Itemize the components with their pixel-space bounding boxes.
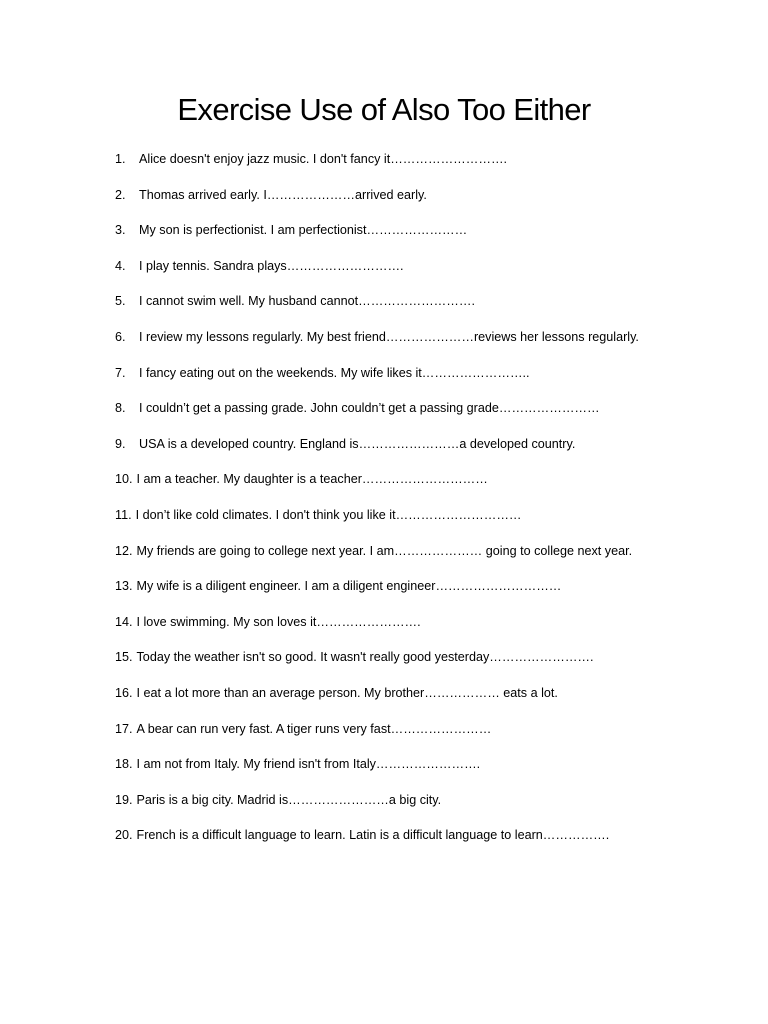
question-item [115, 327, 755, 363]
question-number: 9. [115, 436, 126, 451]
question-text: I am not from Italy. My friend isn't from Italy……………………. [136, 757, 481, 772]
question-text: Alice doesn't enjoy jazz music. I don't fancy it………………………. [139, 152, 508, 166]
question-item [115, 683, 755, 719]
question-item [115, 790, 755, 826]
question-number: 3. [115, 223, 126, 238]
question-number: 10. [115, 472, 133, 487]
question-text: I play tennis. Sandra plays………………………. [139, 258, 404, 273]
question-item [115, 647, 755, 683]
question-number: 8. [115, 401, 126, 416]
question-text: I couldn’t get a passing grade. John couldn’t get a passing grade…………………… [139, 401, 600, 416]
question-text: I am a teacher. My daughter is a teacher………………………… [136, 472, 488, 487]
question-item [115, 291, 755, 327]
question-number: 15. [115, 650, 133, 665]
question-text: Thomas arrived early. I…………………arrived early. [139, 187, 427, 202]
question-item [115, 220, 755, 256]
question-item [115, 256, 755, 292]
question-item [115, 363, 755, 399]
question-text: USA is a developed country. England is……………………a developed country. [139, 436, 576, 451]
question-text: Today the weather isn't so good. It wasn't really good yesterday……………………. [136, 650, 594, 665]
question-number: 17. [115, 721, 133, 736]
question-text: I love swimming. My son loves it……………………. [136, 614, 421, 629]
question-text: My son is perfectionist. I am perfectionist…………………… [139, 223, 468, 238]
page-title: Exercise Use of Also Too Either [177, 92, 591, 127]
question-item [115, 398, 755, 434]
question-item [115, 576, 755, 612]
question-text: A bear can run very fast. A tiger runs very fast…………………… [136, 721, 492, 736]
question-item [115, 825, 755, 861]
question-text: My friends are going to college next year. I am………………… going to college next year. [136, 543, 633, 558]
question-number: 1. [115, 152, 126, 166]
question-text: French is a difficult language to learn. Latin is a difficult language to learn……………. [136, 828, 610, 843]
question-item [115, 149, 755, 185]
question-number: 4. [115, 258, 126, 273]
question-number: 18. [115, 757, 133, 772]
question-item [115, 505, 755, 541]
question-text: Paris is a big city. Madrid is……………………a big city. [136, 792, 442, 807]
question-text: I don’t like cold climates. I don't think you like it………………………… [135, 507, 522, 522]
question-number: 20. [115, 828, 133, 843]
question-item [115, 469, 755, 505]
question-text: I review my lessons regularly. My best friend…………………reviews her lessons regularly. [139, 329, 639, 344]
question-text: I fancy eating out on the weekends. My wife likes it…………………….. [139, 365, 530, 380]
question-list [115, 149, 755, 861]
question-number: 11. [115, 507, 132, 522]
question-text: My wife is a diligent engineer. I am a diligent engineer………………………… [136, 579, 562, 594]
question-item [115, 185, 755, 221]
question-item [115, 434, 755, 470]
question-number: 13. [115, 579, 133, 594]
question-number: 7. [115, 365, 126, 380]
question-number: 16. [115, 685, 133, 700]
question-number: 14. [115, 614, 133, 629]
question-number: 5. [115, 294, 126, 309]
question-item [115, 612, 755, 648]
question-number: 2. [115, 187, 126, 202]
question-text: I eat a lot more than an average person. My brother……………… eats a lot. [136, 685, 558, 700]
question-number: 19. [115, 792, 133, 807]
question-item [115, 754, 755, 790]
question-text: I cannot swim well. My husband cannot………………………. [139, 294, 475, 309]
question-item [115, 719, 755, 755]
question-number: 12. [115, 543, 133, 558]
question-item [115, 541, 755, 577]
question-number: 6. [115, 329, 126, 344]
